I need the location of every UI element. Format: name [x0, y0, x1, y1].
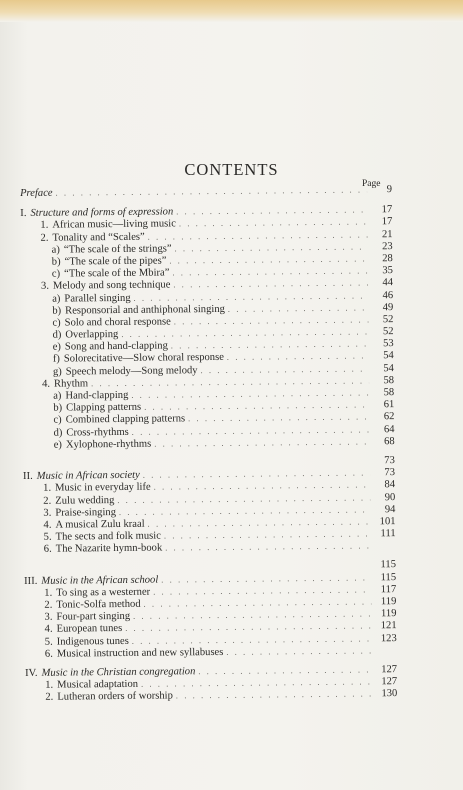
toc-entry-page: 123 — [380, 632, 397, 644]
toc-entry-label: Hand-clapping — [65, 389, 129, 402]
toc-entry-number: c) — [51, 268, 61, 280]
toc-entry-label: Praise-singing — [55, 506, 117, 519]
toc-section-number: I. — [20, 208, 27, 220]
toc-entry-label: Parallel singing — [64, 292, 131, 305]
toc-entry-label: Rhythm — [53, 378, 89, 390]
toc-entry-number: 6. — [44, 648, 53, 660]
toc-entry-page: 101 — [379, 515, 396, 528]
toc-entry-page: 111 — [380, 528, 396, 540]
toc-entry-number: b) — [53, 402, 63, 414]
toc-entry-label: Four-part singing — [56, 611, 131, 623]
toc-entry-number: a) — [52, 293, 61, 305]
toc-entry-preface — [20, 184, 392, 200]
toc-entry-label: Zulu wedding — [55, 494, 115, 507]
toc-entry-page: 115 — [380, 571, 397, 583]
toc-entry-label: Responsorial and anthiphonal singing — [65, 303, 225, 317]
toc-entry-label: Musical instruction and new syllabuses — [56, 646, 224, 660]
toc-entry-number: 5. — [44, 636, 53, 648]
toc-entry-page: 94 — [384, 503, 396, 515]
leader-dots — [226, 645, 372, 659]
toc-section-title: Music in the Christian congregation — [41, 666, 196, 679]
toc-entry-page: 73 — [384, 455, 395, 467]
toc-entry-number: 3. — [40, 281, 50, 293]
toc-entry-label: Tonality and “Scales” — [52, 231, 145, 244]
toc-entry-number: c) — [53, 414, 62, 427]
toc-entry-page: 68 — [384, 435, 395, 447]
toc-entry-page: 64 — [383, 423, 395, 435]
toc-entry-label: Musical adaptation — [57, 678, 139, 691]
toc-entry-page: 73 — [384, 467, 396, 479]
toc-entry-page: 119 — [380, 596, 397, 608]
toc-section-title: Music in African society — [36, 469, 140, 482]
toc-entry-number: 2. — [40, 232, 49, 244]
toc-entry-page: 54 — [383, 362, 394, 374]
toc-entry-page: 28 — [382, 253, 393, 265]
toc-entry-number: 2. — [44, 599, 53, 611]
toc-section-title: Music in the African school — [41, 574, 159, 587]
toc-entry-page: 61 — [383, 399, 395, 411]
toc-entry-label: Overlapping — [65, 329, 119, 341]
toc-entry-number: 2. — [45, 691, 54, 704]
toc-entry-page: 117 — [380, 583, 397, 596]
toc-entry-page: 121 — [380, 620, 397, 632]
toc-entry-label: Cross-rhythms — [66, 426, 129, 439]
toc-entry-page: 49 — [382, 301, 394, 313]
toc-entry-page: 130 — [381, 688, 398, 700]
toc-entry-number: 1. — [44, 587, 53, 599]
toc-entry-page: 23 — [381, 240, 393, 252]
toc-section-title: Structure and forms of expression — [30, 206, 174, 220]
toc-entry-number: g) — [52, 366, 62, 378]
toc-entry-page: 62 — [383, 411, 395, 423]
toc-entry-number: 5. — [43, 531, 52, 543]
toc-entry-label: Tonic-Solfa method — [56, 598, 141, 611]
toc-section-number: III. — [24, 575, 38, 587]
leader-dots — [176, 689, 373, 703]
toc-entry-label: Speech melody—Song melody — [65, 364, 198, 378]
toc-entry-page: 17 — [381, 204, 393, 216]
toc-entry-number: a) — [53, 390, 62, 402]
toc-entry-label: A musical Zulu kraal — [55, 518, 145, 531]
toc-entry-label: The sects and folk music — [55, 530, 161, 543]
leader-dots — [56, 184, 368, 199]
toc-entry-label: Melody and song technique — [52, 279, 171, 292]
toc-entry-number: d) — [52, 329, 62, 341]
toc-entry-label: Lutheran orders of worship — [57, 690, 173, 703]
toc-entry-number: 1. — [45, 679, 54, 691]
toc-entry-page: 84 — [384, 479, 396, 491]
toc-entry-page: 17 — [381, 216, 393, 228]
toc-section-number: II. — [22, 471, 33, 483]
toc-entry-page: 127 — [381, 664, 398, 676]
toc-entry-number: 1. — [40, 220, 49, 232]
toc-entry-page: 53 — [383, 338, 394, 350]
toc-entry-label: Preface — [20, 187, 53, 199]
toc-entry-label: “The scale of the strings” — [63, 243, 172, 256]
toc-section-number: IV. — [25, 667, 38, 679]
toc-entry-number: 1. — [43, 483, 52, 495]
leader-dots — [165, 541, 371, 555]
toc-entry-number: b) — [51, 256, 61, 268]
toc-entry-number: a) — [51, 244, 60, 256]
toc-entry-number: f) — [52, 354, 60, 366]
toc-entry-label: “The scale of the Mbira” — [64, 267, 170, 280]
toc-entry-number: 4. — [43, 519, 52, 531]
toc-entry-label: Indigenous tunes — [56, 635, 129, 648]
toc-entry-number: 3. — [43, 507, 52, 519]
page-column-header: Page — [362, 179, 381, 189]
toc-entry-number: e) — [52, 341, 61, 353]
leader-dots — [154, 436, 370, 450]
toc-entry-label: To sing as a westerner — [56, 586, 151, 599]
toc-entry-page: 58 — [383, 387, 395, 399]
toc-entry-label: Combined clapping patterns — [65, 413, 186, 426]
page-top-edge — [0, 0, 463, 22]
toc-entry-number: 3. — [44, 611, 53, 623]
toc-entry-number: 4. — [41, 378, 51, 390]
toc-entry-label: The Nazarite hymn-book — [55, 542, 163, 555]
table-of-contents — [20, 184, 397, 704]
toc-entry-label: Music in everyday life — [55, 481, 151, 494]
toc-entry-number: 2. — [43, 495, 52, 507]
toc-entry-page: 52 — [382, 313, 394, 326]
toc-entry-label: African music—living music — [52, 218, 176, 232]
toc-entry-number: e) — [53, 439, 62, 451]
toc-entry — [25, 645, 397, 661]
toc-entry-page: 127 — [381, 676, 398, 688]
toc-entry-page: 44 — [382, 277, 394, 289]
toc-entry — [25, 688, 397, 704]
toc-entry — [23, 436, 395, 452]
toc-entry-page: 58 — [383, 374, 395, 387]
toc-entry-label: “The scale of the pipes” — [64, 255, 167, 268]
toc-entry-page: 119 — [380, 608, 397, 620]
toc-entry-label: Xylophone-rhythms — [65, 438, 152, 451]
toc-entry — [24, 540, 396, 556]
toc-entry-label: Song and hand-clapping — [64, 340, 168, 353]
toc-entry-number: b) — [52, 305, 62, 317]
toc-entry-page: 54 — [383, 350, 394, 362]
toc-entry-page: 35 — [382, 265, 393, 277]
toc-entry-label: Clapping patterns — [66, 401, 142, 414]
page-title: CONTENTS — [184, 160, 279, 179]
toc-entry-page: 21 — [381, 228, 393, 240]
toc-entry-page: 46 — [382, 289, 394, 301]
toc-entry-page: 115 — [380, 559, 397, 571]
toc-entry-number: 4. — [44, 624, 53, 636]
toc-entry-number: c) — [52, 317, 61, 329]
toc-entry-label: Solorecitative—Slow choral response — [63, 352, 224, 365]
toc-entry-page: 9 — [386, 184, 393, 196]
toc-entry-page: 52 — [382, 326, 394, 338]
toc-entry-label: European tunes — [56, 623, 123, 636]
toc-entry-number: d) — [53, 427, 63, 439]
toc-entry-page: 90 — [384, 491, 396, 503]
toc-entry-label: Solo and choral response — [64, 316, 171, 329]
toc-entry-number: 6. — [43, 543, 52, 556]
